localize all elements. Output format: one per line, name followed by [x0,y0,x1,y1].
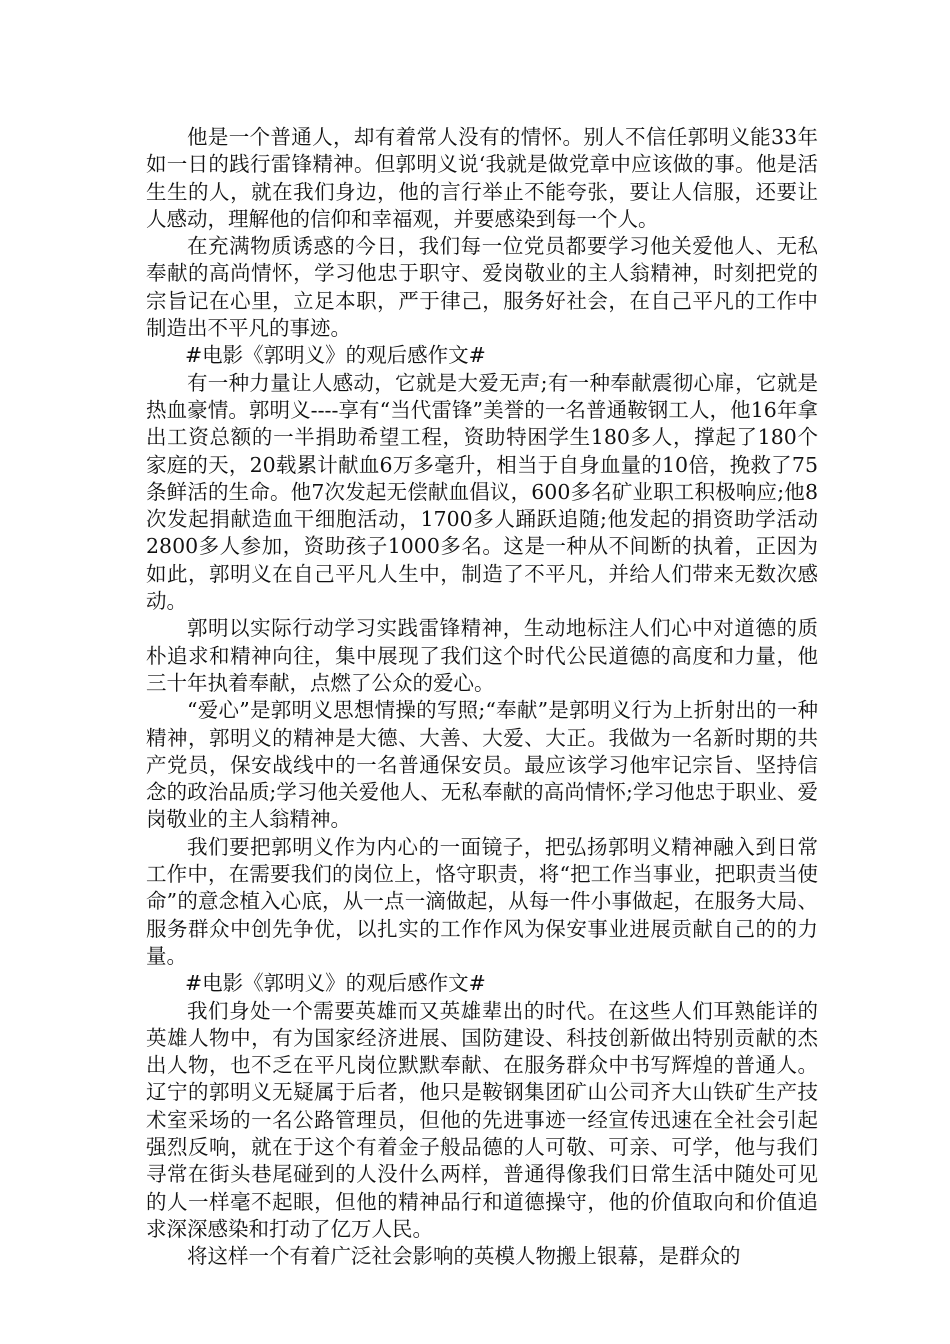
section-heading-2: #电影《郭明义》的观后感作文# [184,971,486,996]
paragraph-5: “爱心”是郭明义思想情操的写照;“奉献”是郭明义行为上折射出的一种精神，郭明义的精神是大德、大善、大爱、大正。我做为一名新时期的共产党员，保安战线中的一名普通保安员。最应该学习他牢记宗旨、坚持信念的政治品质;学习他关爱他人、无私奉献的高尚情怀;学习他忠于职业、爱岗敬业的主人翁精神。 [146,698,818,832]
section-heading-1: #电影《郭明义》的观后感作文# [184,343,486,368]
paragraph-6: 我们要把郭明义作为内心的一面镜子，把弘扬郭明义精神融入到日常工作中，在需要我们的岗位上，恪守职责，将“把工作当事业，把职责当使命”的意念植入心底，从一点一滴做起，从每一件小事做起，在服务大局、服务群众中创先争优，以扎实的工作作风为保安事业进展贡献自己的的力量。 [146,834,818,968]
paragraph-3: 有一种力量让人感动，它就是大爱无声;有一种奉献震彻心扉，它就是热血豪情。郭明义----享有“当代雷锋”美誉的一名普通鞍钢工人，他16年拿出工资总额的一半捐助希望工程，资助特困学生180多人，撑起了180个家庭的天，20载累计献血6万多毫升，相当于自身血量的10倍，挽救了75条鲜活的生命。他7次发起无偿献血倡议，600多名矿业职工积极响应;他8次发起捐献造血干细胞活动，1700多人踊跃追随;他发起的捐资助学活动2800多人参加，资助孩子1000多名。这是一种从不间断的执着，正因为如此，郭明义在自己平凡人生中，制造了不平凡，并给人们带来无数次感动。 [146,370,818,614]
paragraph-8: 将这样一个有着广泛社会影响的英模人物搬上银幕，是群众的 [187,1244,741,1269]
paragraph-4: 郭明以实际行动学习实践雷锋精神，生动地标注人们心中对道德的质朴追求和精神向往，集中展现了我们这个时代公民道德的高度和力量，他三十年执着奉献，点燃了公众的爱心。 [146,616,818,695]
paragraph-2: 在充满物质诱惑的今日，我们每一位党员都要学习他关爱他人、无私奉献的高尚情怀，学习他忠于职守、爱岗敬业的主人翁精神，时刻把党的宗旨记在心里，立足本职，严于律己，服务好社会，在自己平凡的工作中制造出不平凡的事迹。 [146,234,818,341]
paragraph-1: 他是一个普通人，却有着常人没有的情怀。别人不信任郭明义能33年如一日的践行雷锋精神。但郭明义说‘我就是做党章中应该做的事。他是活生生的人，就在我们身边，他的言行举止不能夸张，要让人信服，还要让人感动，理解他的信仰和幸福观，并要感染到每一个人。 [146,125,818,231]
paragraph-7: 我们身处一个需要英雄而又英雄辈出的时代。在这些人们耳熟能详的英雄人物中，有为国家经济进展、国防建设、科技创新做出特别贡献的杰出人物，也不乏在平凡岗位默默奉献、在服务群众中书写辉煌的普通人。辽宁的郭明义无疑属于后者，他只是鞍钢集团矿山公司齐大山铁矿生产技术室采场的一名公路管理员，但他的先进事迹一经宣传迅速在全社会引起强烈反响，就在于这个有着金子般品德的人可敬、可亲、可学，他与我们寻常在街头巷尾碰到的人没什么两样，普通得像我们日常生活中随处可见的人一样毫不起眼，但他的精神品行和道德操守，他的价值取向和价值追求深深感染和打动了亿万人民。 [146,998,818,1241]
document-body [146,124,818,1270]
